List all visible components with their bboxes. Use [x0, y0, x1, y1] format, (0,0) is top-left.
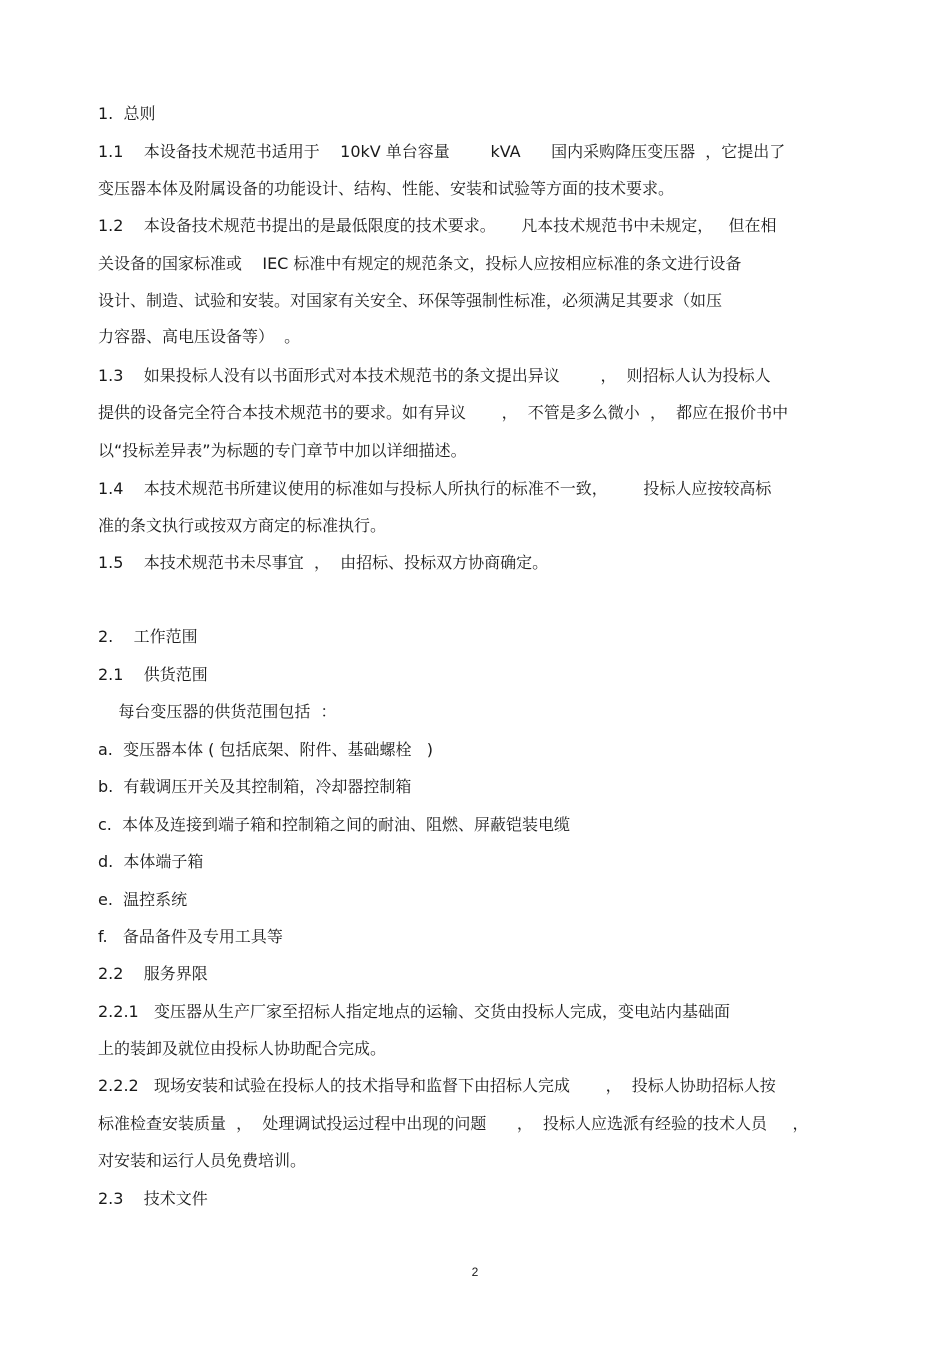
list-item: b. 有载调压开关及其控制箱，冷却器控制箱: [98, 777, 412, 796]
paragraph-line: 关设备的国家标准或 IEC 标准中有规定的规范条文，投标人应按相应标准的条文进行设备: [98, 254, 742, 273]
paragraph-line: 1.1 本设备技术规范书适用于 10kV 单台容量 kVA 国内采购降压变压器 ，它提出了: [98, 142, 786, 161]
paragraph-line: 1.3 如果投标人没有以书面形式对本技术规范书的条文提出异议 ， 则招标人认为投标人: [98, 366, 771, 385]
paragraph-line: 准的条文执行或按双方商定的标准执行。: [98, 516, 387, 535]
paragraph-line: 1.5 本技术规范书未尽事宜 ， 由招标、投标双方协商确定。: [98, 553, 549, 572]
paragraph-line: 提供的设备完全符合本技术规范书的要求。如有异议 ， 不管是多么微小 ， 都应在报价书中: [98, 403, 789, 422]
subheading: 2.3 技术文件: [98, 1189, 208, 1208]
heading-2: 2. 工作范围: [98, 627, 198, 646]
list-item: d. 本体端子箱: [98, 852, 204, 871]
paragraph-line: 2.2.1 变压器从生产厂家至招标人指定地点的运输、交货由投标人完成，变电站内基础面: [98, 1002, 730, 1021]
paragraph-line: 每台变压器的供货范围包括 ：: [98, 702, 337, 721]
subheading: 2.1 供货范围: [98, 665, 208, 684]
paragraph-line: 设计、制造、试验和安装。对国家有关安全、环保等强制性标准，必须满足其要求（如压: [98, 291, 723, 310]
list-item: f. 备品备件及专用工具等: [98, 927, 283, 946]
paragraph-line: 标准检查安装质量 ， 处理调试投运过程中出现的问题 ， 投标人应选派有经验的技术人员 ，: [98, 1114, 809, 1133]
paragraph-line: 1.2 本设备技术规范书提出的是最低限度的技术要求。 凡本技术规范书中未规定， 但在相: [98, 216, 777, 235]
subheading: 2.2 服务界限: [98, 964, 208, 983]
paragraph-line: 变压器本体及附属设备的功能设计、结构、性能、安装和试验等方面的技术要求。: [98, 179, 675, 198]
paragraph-line: 对安装和运行人员免费培训。: [98, 1151, 307, 1170]
paragraph-line: 上的装卸及就位由投标人协助配合完成。: [98, 1039, 387, 1058]
heading-1: 1. 总则: [98, 104, 156, 123]
paragraph-line: 力容器、高电压设备等） 。: [98, 327, 301, 346]
paragraph-line: 以“投标差异表”为标题的专门章节中加以详细描述。: [98, 441, 467, 460]
list-item: a. 变压器本体 ( 包括底架、附件、基础螺栓 ): [98, 740, 433, 759]
page-number: 2: [471, 1265, 479, 1279]
list-item: e. 温控系统: [98, 890, 188, 909]
list-item: c. 本体及连接到端子箱和控制箱之间的耐油、阻燃、屏蔽铠装电缆: [98, 815, 571, 834]
paragraph-line: 1.4 本技术规范书所建议使用的标准如与投标人所执行的标准不一致， 投标人应按较高标: [98, 479, 772, 498]
paragraph-line: 2.2.2 现场安装和试验在投标人的技术指导和监督下由招标人完成 ， 投标人协助招标人按: [98, 1076, 776, 1095]
